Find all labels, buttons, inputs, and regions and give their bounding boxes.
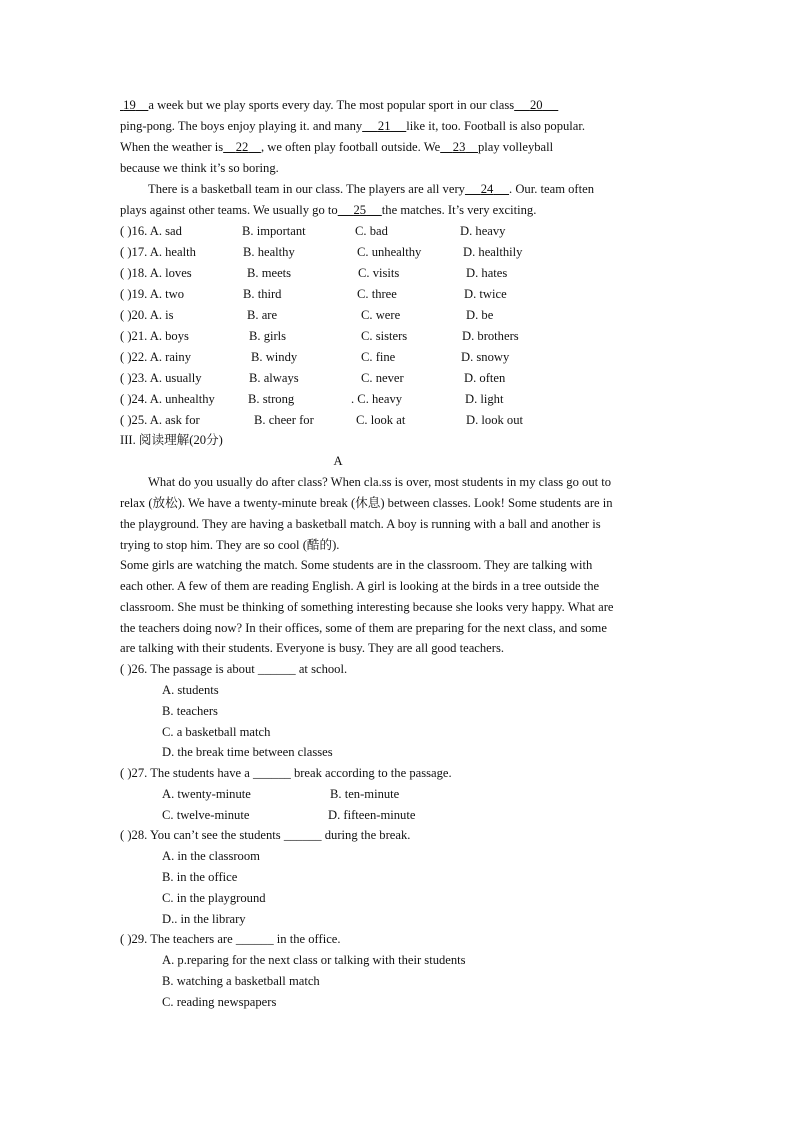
cloze-line bbox=[120, 97, 558, 113]
question-option-a: ( )25. A. ask for bbox=[120, 413, 200, 427]
cloze-text: the matches. It’s very exciting. bbox=[381, 203, 537, 217]
question-option-c: C. fine bbox=[361, 350, 396, 364]
question-option-c: C. sisters bbox=[361, 329, 408, 343]
cloze-text: a week but we play sports every day. The most popular sport in our class bbox=[148, 98, 515, 112]
question-option-d: D. twice bbox=[464, 287, 507, 301]
passage-line: relax (放松). We have a twenty-minute break (休息) between classes. Look! Some students are in bbox=[120, 496, 613, 510]
cloze-line: because we think it’s so boring. bbox=[120, 161, 279, 175]
question-27-option-c: C. twelve-minute bbox=[162, 808, 250, 822]
question-option-a: ( )24. A. unhealthy bbox=[120, 392, 215, 406]
section-heading: III. 阅读理解(20分) bbox=[120, 433, 223, 447]
question-29-option: A. p.reparing for the next class or talking with their students bbox=[162, 953, 466, 967]
question-option-b: B. third bbox=[243, 287, 282, 301]
passage-line: Some girls are watching the match. Some students are in the classroom. They are talking with bbox=[120, 558, 593, 572]
question-option-d: D. often bbox=[464, 371, 506, 385]
cloze-line bbox=[120, 118, 585, 134]
question-28-option: C. in the playground bbox=[162, 891, 266, 905]
question-option-c: C. visits bbox=[358, 266, 400, 280]
passage-line: the playground. They are having a basketball match. A boy is running with a ball and another is bbox=[120, 517, 601, 531]
blank-23: 23 bbox=[452, 140, 466, 154]
cloze-text: There is a basketball team in our class. The players are all very bbox=[148, 182, 465, 196]
passage-line: trying to stop him. They are so cool (酷的). bbox=[120, 538, 340, 552]
passage-line: classroom. She must be thinking of something interesting because she looks very happy. What are bbox=[120, 600, 614, 614]
question-29-stem: ( )29. The teachers are ______ in the office. bbox=[120, 932, 341, 946]
question-option-a: ( )16. A. sad bbox=[120, 224, 182, 238]
blank-21: 21 bbox=[377, 119, 391, 133]
question-28-option: A. in the classroom bbox=[162, 849, 260, 863]
question-28-stem: ( )28. You can’t see the students ______ during the break. bbox=[120, 828, 411, 842]
question-option-b: B. healthy bbox=[243, 245, 295, 259]
question-option-a: ( )18. A. loves bbox=[120, 266, 192, 280]
question-option-d: D. healthily bbox=[463, 245, 523, 259]
question-option-a: ( )17. A. health bbox=[120, 245, 196, 259]
blank-20: 20 bbox=[529, 98, 543, 112]
question-option-a: ( )21. A. boys bbox=[120, 329, 189, 343]
question-option-b: B. important bbox=[242, 224, 306, 238]
question-29-option: B. watching a basketball match bbox=[162, 974, 320, 988]
question-26-option: C. a basketball match bbox=[162, 725, 271, 739]
question-28-option: D.. in the library bbox=[162, 912, 246, 926]
question-option-d: D. light bbox=[465, 392, 504, 406]
question-27-option-d: D. fifteen-minute bbox=[328, 808, 416, 822]
question-option-c: C. never bbox=[361, 371, 404, 385]
passage-line: the teachers doing now? In their offices, some of them are preparing for the next class, and some bbox=[120, 621, 607, 635]
cloze-line bbox=[120, 181, 594, 197]
question-option-d: D. snowy bbox=[461, 350, 510, 364]
question-option-b: B. girls bbox=[249, 329, 287, 343]
question-27-stem: ( )27. The students have a ______ break according to the passage. bbox=[120, 766, 452, 780]
question-26-stem: ( )26. The passage is about ______ at school. bbox=[120, 662, 348, 676]
question-option-a: ( )23. A. usually bbox=[120, 371, 202, 385]
cloze-text: plays against other teams. We usually go to bbox=[120, 203, 338, 217]
question-option-b: B. strong bbox=[248, 392, 295, 406]
blank-24: 24 bbox=[480, 182, 494, 196]
question-option-b: B. always bbox=[249, 371, 299, 385]
blank-25: 25 bbox=[353, 203, 367, 217]
question-option-c: C. were bbox=[361, 308, 401, 322]
question-option-d: D. look out bbox=[466, 413, 524, 427]
question-option-c: C. three bbox=[357, 287, 397, 301]
blank-22: 22 bbox=[235, 140, 249, 154]
question-option-d: D. be bbox=[466, 308, 494, 322]
question-option-d: D. hates bbox=[466, 266, 508, 280]
question-option-c: . C. heavy bbox=[351, 392, 403, 406]
question-26-option: B. teachers bbox=[162, 704, 218, 718]
question-27-option-b: B. ten-minute bbox=[330, 787, 400, 801]
passage-line: are talking with their students. Everyone is busy. They are all good teachers. bbox=[120, 641, 504, 655]
cloze-text: When the weather is bbox=[120, 140, 224, 154]
question-27-option-a: A. twenty-minute bbox=[162, 787, 251, 801]
question-option-b: B. cheer for bbox=[254, 413, 314, 427]
question-option-b: B. windy bbox=[251, 350, 298, 364]
cloze-text: ping-pong. The boys enjoy playing it. and many bbox=[120, 119, 363, 133]
question-26-option: D. the break time between classes bbox=[162, 745, 333, 759]
question-option-d: D. heavy bbox=[460, 224, 506, 238]
cloze-text: . Our. team often bbox=[509, 182, 595, 196]
question-option-c: C. unhealthy bbox=[357, 245, 422, 259]
cloze-text: play volleyball bbox=[477, 140, 554, 154]
question-28-option: B. in the office bbox=[162, 870, 238, 884]
blank-19: 19 bbox=[123, 98, 136, 112]
cloze-text: , we often play football outside. We bbox=[260, 140, 441, 154]
cloze-line bbox=[120, 202, 536, 218]
question-option-c: C. bad bbox=[355, 224, 388, 238]
cloze-line bbox=[120, 139, 553, 155]
passage-line: What do you usually do after class? When cla.ss is over, most students in my class go out to bbox=[148, 475, 612, 489]
question-option-d: D. brothers bbox=[462, 329, 519, 343]
question-option-a: ( )19. A. two bbox=[120, 287, 185, 301]
question-option-b: B. are bbox=[247, 308, 278, 322]
cloze-text: like it, too. Football is also popular. bbox=[406, 119, 586, 133]
question-option-b: B. meets bbox=[247, 266, 292, 280]
passage-label: A bbox=[333, 454, 343, 468]
question-option-a: ( )20. A. is bbox=[120, 308, 174, 322]
question-26-option: A. students bbox=[162, 683, 219, 697]
passage-line: each other. A few of them are reading English. A girl is looking at the birds in a tree outside the bbox=[120, 579, 600, 593]
question-29-option: C. reading newspapers bbox=[162, 995, 277, 1009]
question-option-a: ( )22. A. rainy bbox=[120, 350, 191, 364]
question-option-c: C. look at bbox=[356, 413, 406, 427]
